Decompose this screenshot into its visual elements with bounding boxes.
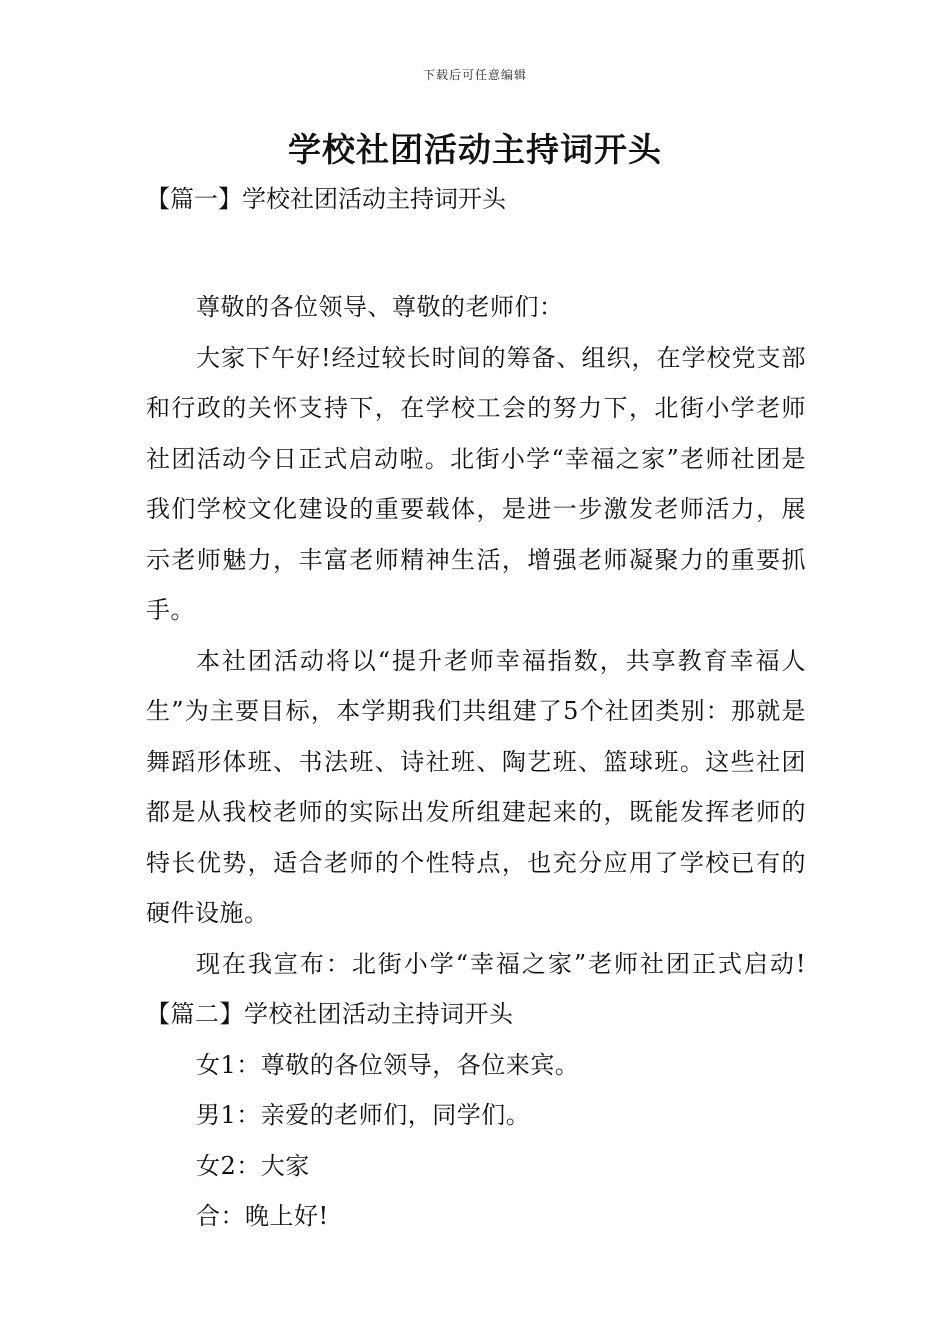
dialogue-line-together: 合：晚上好! [196,1202,329,1230]
paragraph-opening: 大家下午好!经过较长时间的筹备、组织，在学校党支部和行政的关怀支持下，在学校工会的努力下，北街小学老师社团活动今日正式启动啦。北街小学“幸福之家”老师社团是我们学校文化建设的重要载体，是进一步激发老师活力，展示老师魅力，丰富老师精神生活，增强老师凝聚力的重要抓手。 [146,343,806,624]
document-body [146,282,806,1242]
paragraph-goals: 本社团活动将以“提升老师幸福指数，共享教育幸福人生”为主要目标，本学期我们共组建了5个社团类别：那就是舞蹈形体班、书法班、诗社班、陶艺班、篮球班。这些社团都是从我校老师的实际出发所组建起来的，既能发挥老师的特长优势，适合老师的个性特点，也充分应用了学校已有的硬件设施。 [146,646,806,927]
paragraph-greeting: 尊敬的各位领导、尊敬的老师们： [196,293,564,321]
document-title: 学校社团活动主持词开头 [288,130,662,169]
paragraph-announcement: 现在我宣布：北街小学“幸福之家”老师社团正式启动!【篇二】学校社团活动主持词开头 [146,949,806,1028]
dialogue-line-female-1: 女1：尊敬的各位领导，各位来宾。 [196,1050,580,1079]
section-heading: 【篇一】学校社团活动主持词开头 [146,185,506,213]
header-note: 下载后可任意编辑 [422,68,527,82]
dialogue-line-male-1: 男1：亲爱的老师们，同学们。 [196,1101,531,1129]
dialogue-line-female-2: 女2：大家 [196,1151,310,1180]
